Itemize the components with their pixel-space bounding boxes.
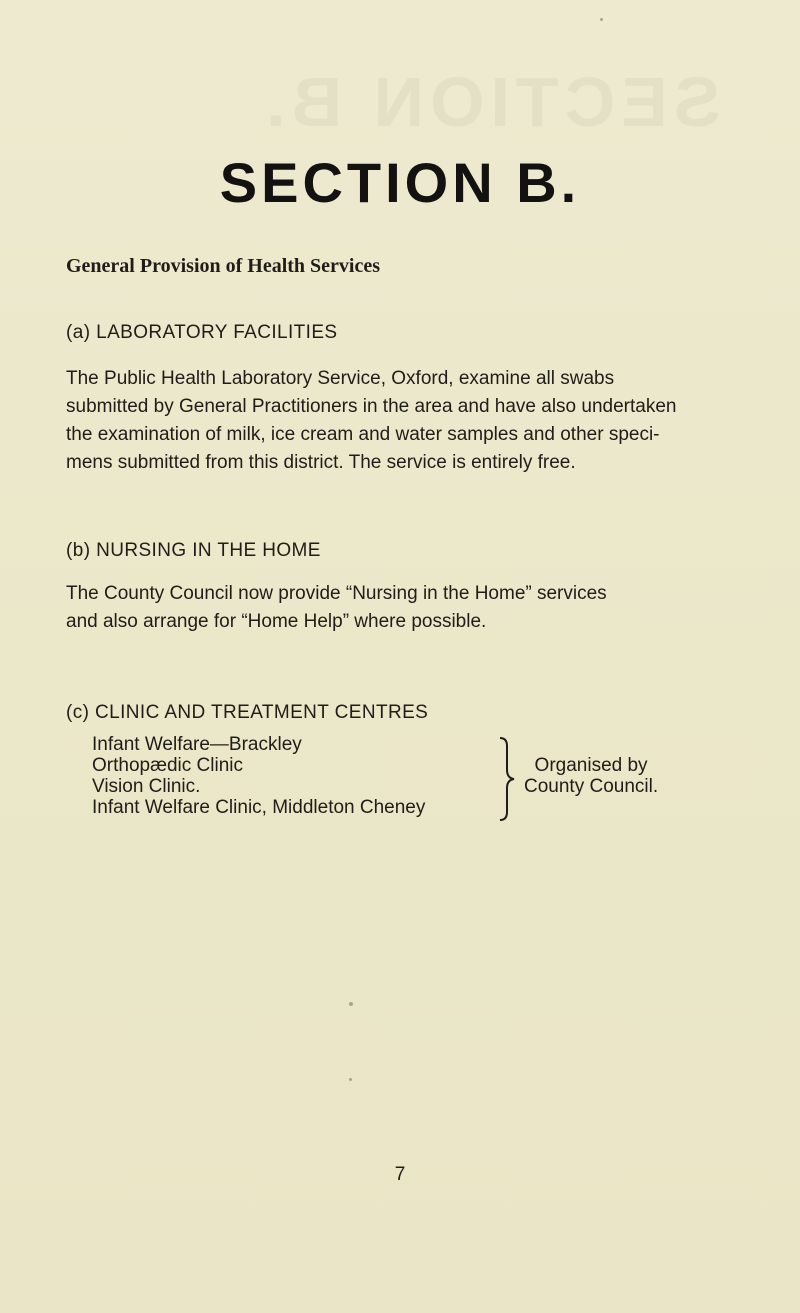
list-item: Infant Welfare—Brackley — [92, 734, 302, 755]
list-item: Orthopædic Clinic — [92, 755, 243, 776]
section-a-paragraph — [66, 365, 734, 477]
section-a-heading: (a) LABORATORY FACILITIES — [66, 322, 338, 343]
organised-by-line: Organised by — [534, 755, 648, 776]
paper-speck — [349, 1002, 353, 1006]
paper-speck — [600, 18, 603, 21]
show-through-text: SECTION B. — [260, 63, 721, 141]
paragraph-line: mens submitted from this district. The service is entirely free. — [66, 452, 576, 473]
paragraph-line: The Public Health Laboratory Service, Oxford, examine all swabs — [66, 368, 615, 389]
page-number: 7 — [394, 1164, 406, 1185]
paragraph-line: submitted by General Practitioners in the area and have also undertaken — [66, 396, 677, 417]
organised-by-line: County Council. — [524, 776, 659, 797]
paragraph-line: and also arrange for “Home Help” where possible. — [66, 611, 487, 632]
paragraph-line: The County Council now provide “Nursing in the Home” services — [66, 583, 607, 604]
paper-speck — [349, 1078, 352, 1081]
paragraph-line: the examination of milk, ice cream and water samples and other speci- — [66, 424, 660, 445]
page-heading: General Provision of Health Services — [66, 255, 381, 277]
section-c-heading: (c) CLINIC AND TREATMENT CENTRES — [66, 702, 429, 723]
list-item: Infant Welfare Clinic, Middleton Cheney — [92, 797, 426, 818]
organised-by-note — [524, 755, 658, 797]
list-item: Vision Clinic. — [92, 776, 201, 797]
section-title: SECTION B. — [219, 151, 581, 214]
right-brace-icon — [494, 736, 518, 822]
section-b-heading: (b) NURSING IN THE HOME — [66, 540, 321, 561]
clinic-list — [92, 734, 425, 818]
section-b-paragraph — [66, 580, 734, 636]
